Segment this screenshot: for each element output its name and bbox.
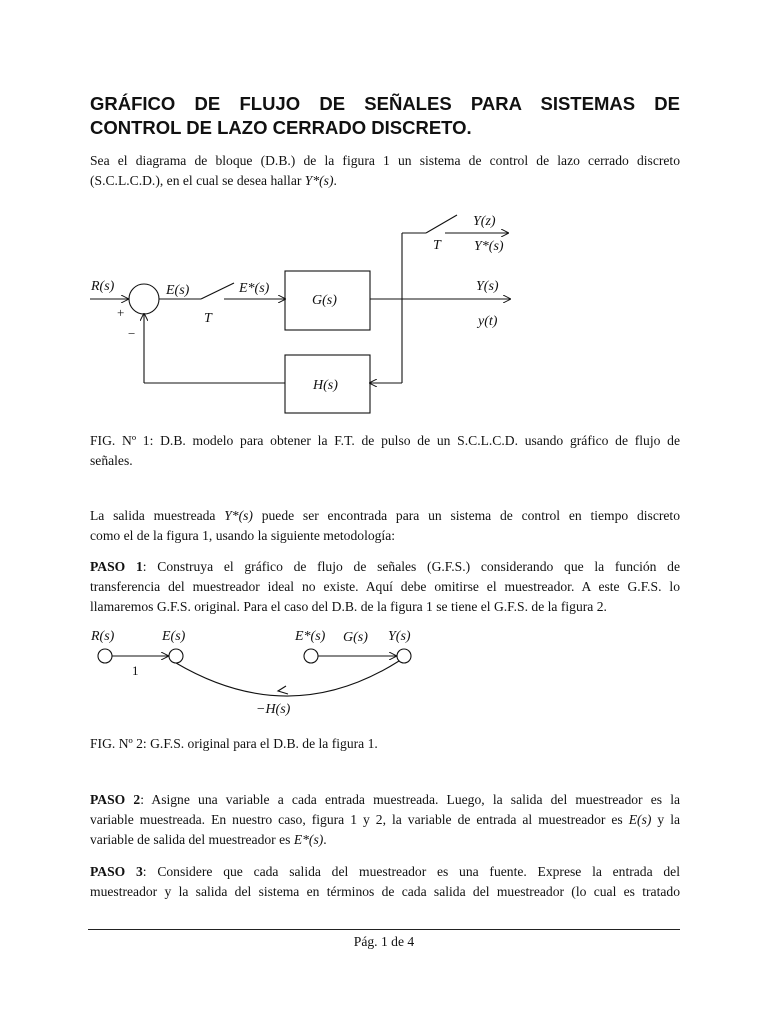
para2-line-2: como el de la figura 1, usando la siguiente metodología: <box>90 528 396 543</box>
label-Estar: E*(s) <box>239 281 270 296</box>
paso2-line-3: variable de salida del muestreador es E*(s). <box>90 832 327 847</box>
sampler-switch-2 <box>426 215 457 233</box>
sampler-switch-1 <box>201 283 234 299</box>
paragraph-2 <box>90 506 680 546</box>
math-Estar: E*(s) <box>293 832 324 847</box>
node-E <box>169 649 183 663</box>
intro-line-2: (S.C.L.C.D.), en el cual se desea hallar Y*(s). <box>90 173 337 188</box>
feedback-arrowhead <box>278 686 288 694</box>
paso1-label: PASO 1 <box>90 559 143 574</box>
math-ystar: Y*(s) <box>304 173 334 188</box>
sfg-label-G: G(s) <box>343 630 368 645</box>
figure-1-caption <box>90 431 680 471</box>
branch-feedback <box>176 661 399 696</box>
label-G: G(s) <box>312 293 337 308</box>
label-yt: y(t) <box>478 314 498 329</box>
paso-3-paragraph <box>90 862 680 902</box>
math-ystar-2: Y*(s) <box>224 508 253 523</box>
footer-rule <box>88 929 680 930</box>
paso3-line-1: PASO 3: Considere que cada salida del muestreador es una fuente. Exprese la entrada del <box>90 864 680 879</box>
label-plus: + <box>117 305 125 320</box>
paso2-line-2: variable muestreada. En nuestro caso, figura 1 y 2, la variable de entrada al muestreador es E(s) y la <box>90 812 680 827</box>
node-Y <box>397 649 411 663</box>
paso1-line-2: transferencia del muestreador ideal no existe. Aquí debe omitirse el muestreador. A este G.F.S. lo <box>90 579 680 594</box>
intro-line-1: Sea el diagrama de bloque (D.B.) de la figura 1 un sistema de control de lazo cerrado discreto <box>90 153 680 168</box>
label-T2: T <box>433 238 441 253</box>
label-Ys: Y(s) <box>476 279 499 294</box>
figure-2-signal-flow-graph <box>0 615 768 725</box>
caption-2: FIG. Nº 2: G.F.S. original para el D.B. de la figura 1. <box>90 736 378 751</box>
page-number: Pág. 1 de 4 <box>353 934 415 949</box>
paso-2-paragraph <box>90 790 680 850</box>
paso2-line-1: PASO 2: Asigne una variable a cada entrada muestreada. Luego, la salida del muestreador es la <box>90 792 681 807</box>
para2-line-1: La salida muestreada Y*(s) puede ser encontrada para un sistema de control en tiempo discreto <box>90 508 680 523</box>
paso-1-paragraph <box>90 557 680 617</box>
label-Yz: Y(z) <box>473 214 496 229</box>
label-R: R(s) <box>91 279 115 294</box>
node-R <box>98 649 112 663</box>
summing-junction <box>129 284 159 314</box>
paso1-line-1: PASO 1: Construya el gráfico de flujo de señales (G.F.S.) considerando que la función de <box>90 559 680 574</box>
title-line-1: GRÁFICO DE FLUJO DE SEÑALES PARA SISTEMAS DE <box>90 93 680 114</box>
sfg-label-negH: −H(s) <box>256 702 291 717</box>
sfg-label-Y: Y(s) <box>388 629 411 644</box>
label-E: E(s) <box>166 283 190 298</box>
sfg-label-R: R(s) <box>91 629 115 644</box>
caption-1-line-1: FIG. Nº 1: D.B. modelo para obtener la F.T. de pulso de un S.C.L.C.D. usando gráfico de flujo de <box>90 433 680 448</box>
title-line-2: CONTROL DE LAZO CERRADO DISCRETO. <box>90 117 472 138</box>
node-Estar <box>304 649 318 663</box>
figure-1-block-diagram <box>0 0 768 430</box>
paso1-line-3: llamaremos G.F.S. original. Para el caso del D.B. de la figura 1 se tiene el G.F.S. de la figura 2. <box>90 599 607 614</box>
math-Es: E(s) <box>628 812 652 827</box>
label-Ystar: Y*(s) <box>474 239 504 254</box>
sfg-label-one: 1 <box>132 663 139 678</box>
paso3-line-2: muestreador y la salida del sistema en términos de cada salida del muestreador (lo cual es tratado <box>90 884 680 899</box>
caption-1-line-2: señales. <box>90 453 133 468</box>
label-minus: − <box>128 326 136 341</box>
label-T1: T <box>204 311 212 326</box>
paso2-label: PASO 2 <box>90 792 141 807</box>
label-H: H(s) <box>313 378 338 393</box>
sfg-label-E: E(s) <box>162 629 186 644</box>
figure-2-caption <box>90 734 680 754</box>
paso3-label: PASO 3 <box>90 864 143 879</box>
sfg-label-Estar: E*(s) <box>295 629 326 644</box>
